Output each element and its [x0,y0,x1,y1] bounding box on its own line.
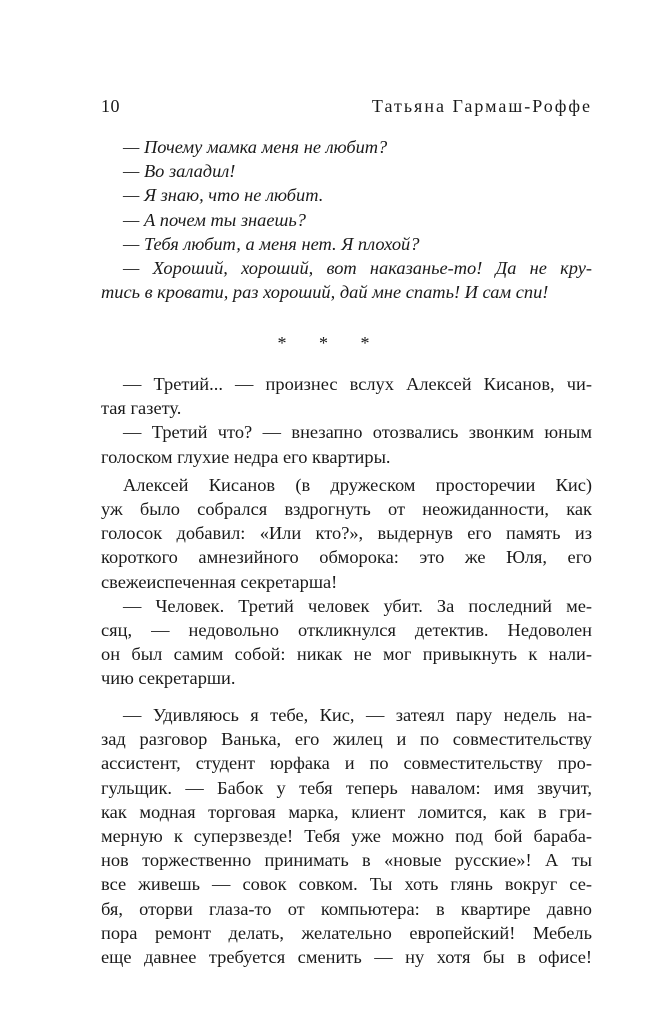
text-line: свежеиспеченная секретарша! [101,571,338,592]
text-line: — Удивляюсь я тебе, Кис, — затеял пару недель на- [123,705,592,725]
text-line: как модная торговая марка, клиент ломится, как в гри- [101,801,592,822]
text-line: тая газету. [101,398,182,419]
text-line: сяц, — недовольно откликнулся детектив. Недоволен [101,620,592,641]
dialog-line: — А почем ты знаешь? [123,209,306,230]
text-line: он был самим собой: никак не мог привыкнуть к нали- [101,644,592,665]
text-line: еще давнее требуется сменить — ну хотя бы в офисе! [101,947,592,968]
text-line: короткого амнезийного обморока: это же Юля, его [101,547,592,568]
text-line: бя, оторви глаза-то от компьютера: в квартире давно [101,898,592,919]
dialog-line: — Во заладил! [123,161,236,182]
text-line: все живешь — совок совком. Ты хоть глянь вокруг се- [101,874,592,895]
dialog-block [101,135,592,304]
text-line: — Третий... — произнес вслух Алексей Кисанов, чи- [123,374,592,394]
text-line: мерную к суперзвезде! Тебя уже можно под бой бараба- [101,826,592,847]
scene-block [101,372,592,691]
text-line: голоском глухие недра его квартиры. [101,446,391,467]
dialog-line: тись в кровати, раз хороший, дай мне спать! И сам спи! [101,282,549,303]
text-line: пора ремонт делать, желательно европейский! Мебель [101,922,592,943]
page-number: 10 [101,96,120,116]
text-line: нов торжественно принимать в «новые русские»! А ты [101,850,592,871]
page-header [101,96,592,120]
text-line: чию секретарши. [101,668,236,689]
text-line: уж было собрался вздрогнуть от неожиданности, как [101,499,592,520]
text-line: голосок добавил: «Или кто?», выдернув его память из [101,523,592,544]
text-line: ассистент, студент юрфака и по совместительству про- [101,753,592,774]
running-title: Татьяна Гармаш-Роффе [371,96,592,116]
dialog-line: — Я знаю, что не любит. [123,185,324,206]
text-line: зад разговор Ванька, его жилец и по совместительству [101,729,592,750]
text-line: Алексей Кисанов (в дружеском просторечии Кис) [123,474,592,495]
dialog-line: — Тебя любит, а меня нет. Я плохой? [123,233,420,254]
dialog-line: — Почему мамка меня не любит? [123,137,388,157]
dialog-line: — Хороший, хороший, вот наказанье-то! Да не кру- [123,258,592,279]
text-line: — Человек. Третий человек убит. За последний ме- [123,595,592,616]
text-line: — Третий что? — внезапно отозвались звонким юным [123,422,592,443]
text-line: гульщик. — Бабок у тебя теперь навалом: имя звучит, [101,777,592,798]
scene-block-2 [101,703,592,969]
section-separator: * * * [277,333,384,353]
